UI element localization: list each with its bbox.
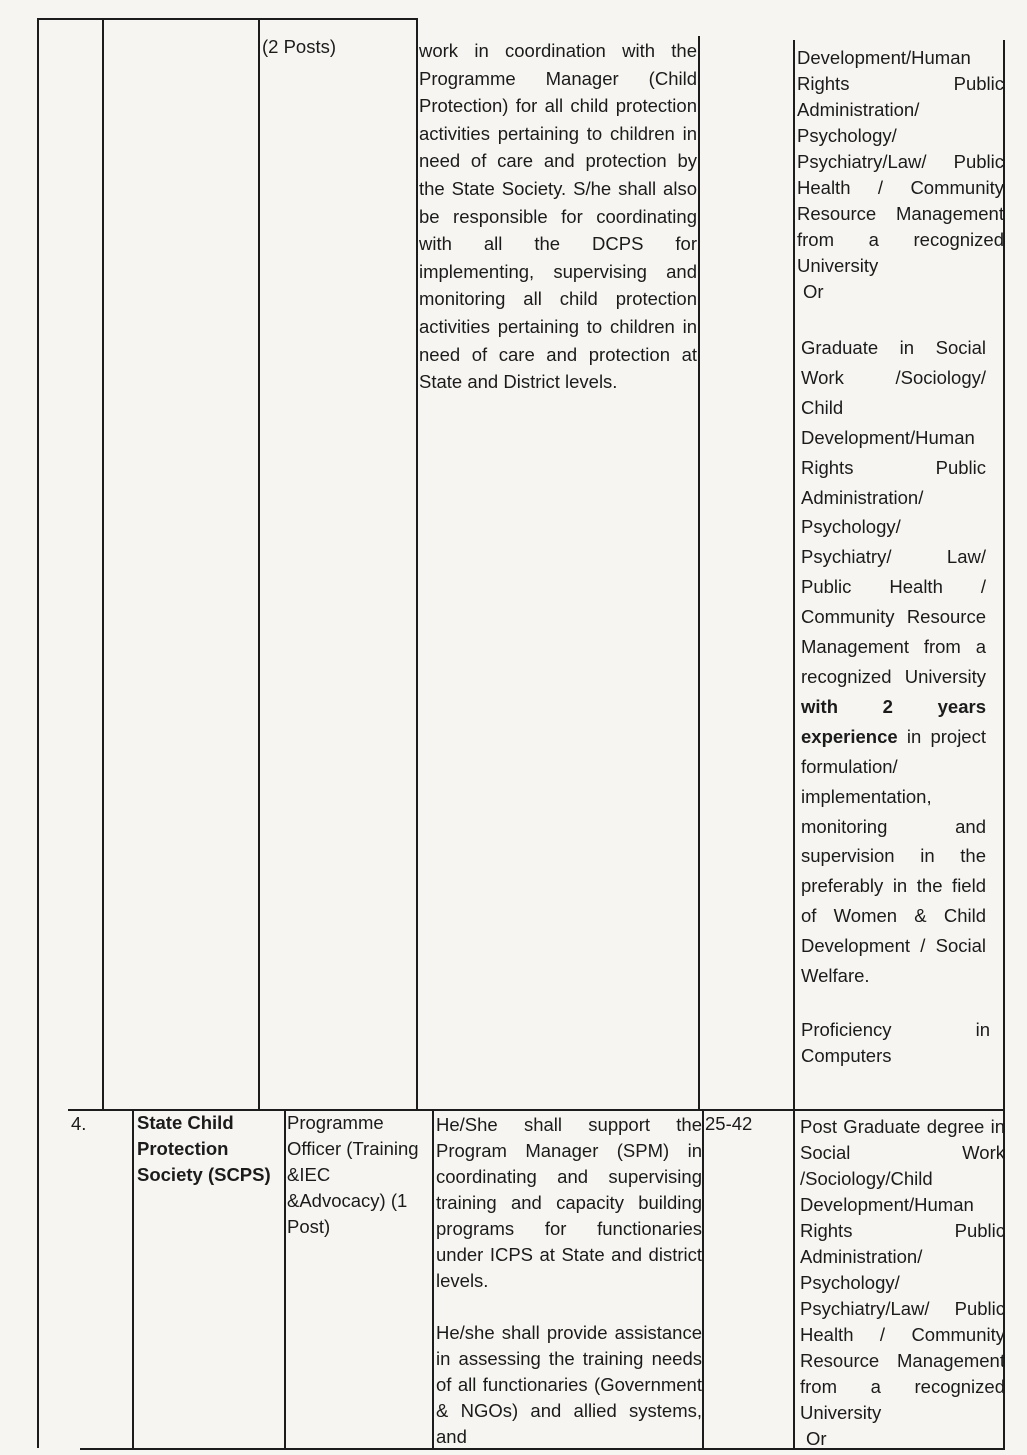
job-description-cell: [419, 37, 697, 396]
or-separator: Or: [803, 281, 824, 302]
qualification-row4-text: Post Graduate degree in Social Work /Sociology/Child Development/Human Rights Public Administration/ Psychology/ Psychiatry/Law/ Public Health / Community Resource Management from a recognized University: [800, 1116, 1005, 1423]
posts-cell: [262, 33, 412, 61]
table-border-top: [37, 18, 417, 20]
serial-number: 4.: [71, 1113, 87, 1134]
qualification-computers: Proficiency in Computers: [801, 1018, 990, 1066]
column-divider-2: [258, 18, 260, 1110]
column-divider-2-row4: [284, 1110, 286, 1450]
qualification-text-2: Graduate in Social Work /Sociology/ Child Development/Human Rights Public Administration/ Psychology/ Psychiatry/ Law/ Public Health / Community Resource Management from a recognized University: [801, 337, 986, 687]
table-border-left: [37, 18, 39, 1448]
column-divider-4: [698, 36, 700, 1110]
job-description-text: work in coordination with the Programme Manager (Child Protection) for all child protection activities pertaining to children in need of care and protection by the State Society. S/he shall also be responsible for coordinating with all the DCPS for implementing, supervising and monitoring all child protection activities pertaining to children in need of care and protection at State and District levels.: [419, 40, 697, 393]
qualification-experience: with 2 years experience: [801, 695, 986, 747]
job-description-row4-text-2: He/she shall provide assistance in assessing the training needs of all functionaries (Government & NGOs) and allied systems, and: [436, 1322, 702, 1447]
or-separator-row4: Or: [806, 1428, 827, 1449]
post-name: Programme Officer (Training &IEC &Advocacy) (1 Post): [287, 1112, 419, 1237]
qualification-row4: [800, 1114, 1005, 1452]
job-description-row4: [436, 1112, 702, 1450]
posts-count: (2 Posts): [262, 36, 337, 57]
job-description-row4-text-1: He/She shall support the Program Manager (SPM) in coordinating and supervising training and capacity building programs for functionaries under ICPS at State and district levels.: [436, 1114, 702, 1291]
column-divider-4-row4: [702, 1110, 704, 1450]
qualification-cell: [797, 45, 1004, 1069]
column-divider-3: [416, 18, 418, 1110]
column-divider-5: [793, 40, 795, 1450]
organization-name: State Child Protection Society (SCPS): [137, 1112, 271, 1185]
qualification-text-3: in project formulation/ implementation, monitoring and supervision in the preferably in the field of Women & Child Development / Social Welfare.: [801, 725, 986, 987]
column-divider-1-row4: [132, 1110, 134, 1450]
age-limit: 25-42: [705, 1113, 753, 1134]
qualification-text-1: Development/Human Rights Public Administration/ Psychology/ Psychiatry/Law/ Public Health / Community Resource Management from a recognized University: [797, 47, 1004, 276]
column-divider-1: [102, 18, 104, 1110]
